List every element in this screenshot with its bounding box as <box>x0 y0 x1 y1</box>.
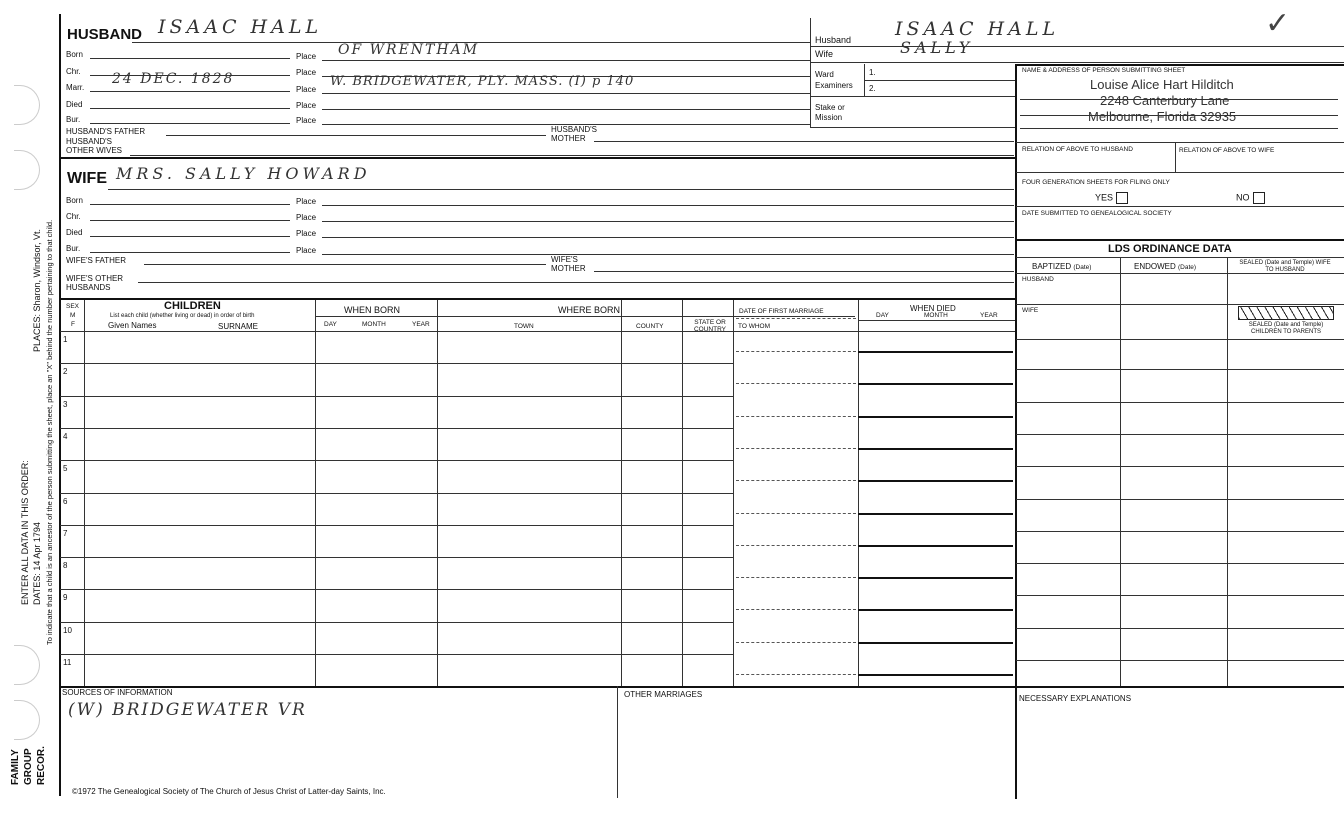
husband-father-line <box>166 135 546 136</box>
husband-born-label: Born <box>66 50 83 59</box>
marriage-dash <box>736 577 856 578</box>
lds-col-2 <box>1227 257 1228 687</box>
children-note: List each child (whether living or dead) in order of birth <box>110 313 255 319</box>
given-names-header: Given Names <box>108 321 157 330</box>
relation-top <box>1016 142 1344 143</box>
died-line <box>858 674 1013 676</box>
no-box[interactable] <box>1253 192 1265 204</box>
husband-bur-label: Bur. <box>66 115 81 124</box>
husband-chr-place-label: Place <box>296 68 317 77</box>
lds-row-line <box>1016 563 1344 564</box>
child-row-number: 6 <box>63 496 68 506</box>
binder-hole-mid <box>14 150 40 190</box>
lds-row-line <box>1016 531 1344 532</box>
yes-box[interactable] <box>1116 192 1128 204</box>
submitter-top <box>1016 64 1344 66</box>
marriage-dash <box>736 545 856 546</box>
county-header: COUNTY <box>636 323 664 330</box>
husband-died-label: Died <box>66 100 83 109</box>
side-dates: DATES: 14 Apr 1794 <box>32 522 42 605</box>
examiner-2: 2. <box>869 84 876 93</box>
date-submitted-label: DATE SUBMITTED TO GENEALOGICAL SOCIETY <box>1022 210 1172 217</box>
child-row-number: 7 <box>63 528 68 538</box>
husband-born-place-label: Place <box>296 52 317 61</box>
examiner-1: 1. <box>869 68 876 77</box>
wife-name-line <box>108 189 1014 190</box>
examiner-line-1 <box>864 80 1015 81</box>
no-checkbox[interactable] <box>1236 192 1265 204</box>
wife-born-label: Born <box>66 196 83 205</box>
first-marriage-header: DATE OF FIRST MARRIAGE <box>739 308 824 315</box>
binder-hole-top <box>14 85 40 125</box>
marriage-dash <box>736 416 856 417</box>
lds-row-line <box>1016 499 1344 500</box>
lds-row-line <box>1016 369 1344 370</box>
when-born-header: WHEN BORN <box>344 305 400 315</box>
husband-died-line <box>90 108 290 109</box>
form-title-2: GROUP <box>23 748 34 785</box>
explanations-label: NECESSARY EXPLANATIONS <box>1019 694 1132 703</box>
husband-born-place[interactable]: OF WRENTHAM <box>338 42 480 58</box>
wife-bur-line <box>90 252 290 253</box>
child-row-number: 3 <box>63 399 68 409</box>
rel-wife-label: RELATION OF ABOVE TO WIFE <box>1179 147 1275 154</box>
lds-baptized <box>1032 262 1091 271</box>
lds-title: LDS ORDINANCE DATA <box>1108 243 1232 255</box>
marriage-dash <box>736 642 856 643</box>
husband-mother-line <box>594 141 1014 142</box>
born-year: YEAR <box>412 321 430 328</box>
examiner-line-2 <box>810 96 1015 97</box>
wife-bur-place-line <box>322 254 1014 255</box>
table-row-line <box>60 460 733 461</box>
wife-other-husbands-label: WIFE'S OTHER HUSBANDS <box>66 274 124 292</box>
lds-wife-label: WIFE <box>1022 307 1039 314</box>
lds-husband-label: HUSBAND <box>1022 276 1054 283</box>
husband-name[interactable]: ISAAC HALL <box>158 16 323 38</box>
four-gen-bottom <box>1016 206 1344 207</box>
died-month: MONTH <box>924 312 948 319</box>
side-places: PLACES: Sharon, Windsor, Vt. <box>32 228 42 352</box>
born-day: DAY <box>324 321 337 328</box>
lds-col-1 <box>1120 257 1121 687</box>
marriage-dash <box>736 383 856 384</box>
baptized-label: BAPTIZED <box>1032 262 1072 271</box>
relation-divider <box>1175 142 1176 172</box>
husband-marr-label: Marr. <box>66 83 85 92</box>
marriage-dash <box>736 513 856 514</box>
husband-marr-line <box>90 91 290 92</box>
died-line <box>858 448 1013 450</box>
main-left-border <box>59 14 61 796</box>
wife-died-place-label: Place <box>296 229 317 238</box>
died-line <box>858 383 1013 385</box>
submitter-label: NAME & ADDRESS OF PERSON SUBMITTING SHEET <box>1022 67 1186 74</box>
sex-m: M <box>70 312 76 319</box>
lds-row-line <box>1016 466 1344 467</box>
marriage-dash <box>736 448 856 449</box>
state-header: STATE OR COUNTRY <box>693 319 727 333</box>
side-enter-all: ENTER ALL DATA IN THIS ORDER: <box>20 460 30 605</box>
husband-other-wives-line <box>130 155 1014 156</box>
husband-born-line <box>90 58 290 59</box>
wife-born-line <box>90 204 290 205</box>
wife-born-place-line <box>322 205 1014 206</box>
stake-label: Stake or Mission <box>815 103 845 122</box>
other-marriages-label: OTHER MARRIAGES <box>624 690 703 699</box>
died-line <box>858 642 1013 644</box>
table-row-line <box>60 589 733 590</box>
section-divider-1 <box>60 157 1015 159</box>
wife-label: WIFE <box>67 170 107 187</box>
when-died-header: WHEN DIED <box>910 304 956 313</box>
died-line <box>858 609 1013 611</box>
marriage-dash <box>736 609 856 610</box>
header-divider <box>810 18 811 128</box>
husband-marr-place-label: Place <box>296 85 317 94</box>
wife-chr-place-label: Place <box>296 213 317 222</box>
husband-label: HUSBAND <box>67 26 142 43</box>
sex-label: SEX <box>66 303 80 310</box>
lds-wife-bottom <box>1016 339 1344 340</box>
stake-line <box>810 127 1015 128</box>
surname-header: SURNAME <box>218 322 259 331</box>
form-title-1: FAMILY <box>10 749 21 785</box>
husband-bur-place-label: Place <box>296 116 317 125</box>
child-row-number: 4 <box>63 431 68 441</box>
footer-divider-1 <box>617 686 618 798</box>
sealed-wife-label: SEALED (Date and Temple) WIFE TO HUSBAND <box>1239 260 1331 273</box>
died-day: DAY <box>876 312 889 319</box>
table-row-line <box>60 428 733 429</box>
marriage-dash <box>736 480 856 481</box>
rh-wife-line <box>810 62 1344 63</box>
lds-title-bottom <box>1016 257 1344 258</box>
lds-top <box>1016 239 1344 241</box>
form-title-3: RECOR. <box>36 746 47 785</box>
child-row-number: 9 <box>63 593 68 603</box>
died-line <box>858 545 1013 547</box>
submitter-rule-1 <box>1020 99 1338 100</box>
child-row-number: 8 <box>63 561 68 571</box>
husband-chr-label: Chr. <box>66 67 81 76</box>
submitter-line-1: Louise Alice Hart Hilditch <box>1090 77 1234 92</box>
marriage-dash <box>736 351 856 352</box>
table-row-line <box>60 525 733 526</box>
baptized-date: (Date) <box>1073 264 1092 271</box>
submitter-line-3: Melbourne, Florida 32935 <box>1088 109 1237 124</box>
sources-label: SOURCES OF INFORMATION <box>62 688 173 697</box>
submitter-rule-2 <box>1020 115 1338 116</box>
husband-marr-place-line <box>322 93 810 94</box>
died-line <box>858 416 1013 418</box>
marriage-dash <box>736 674 856 675</box>
died-line <box>858 480 1013 482</box>
husband-died-place-label: Place <box>296 101 317 110</box>
sealed-children-label: SEALED (Date and Temple) CHILDREN TO PARENTS <box>1248 322 1324 335</box>
yes-label: YES <box>1095 192 1114 203</box>
binder-hole-bottom <box>14 645 40 685</box>
husband-father-label: HUSBAND'S FATHER <box>66 127 146 136</box>
when-born-underline <box>315 316 855 317</box>
wife-bur-label: Bur. <box>66 244 81 253</box>
husband-mother-label: HUSBAND'S MOTHER <box>551 125 597 143</box>
lds-row-line <box>1016 434 1344 435</box>
husband-born-place-line <box>322 60 810 61</box>
child-row-number: 11 <box>63 658 72 667</box>
lds-row-line <box>1016 660 1344 661</box>
wife-mother-label: WIFE'S MOTHER <box>551 255 586 273</box>
children-title: CHILDREN <box>164 300 221 312</box>
table-row-line <box>60 654 733 655</box>
rh-husband-label: Husband <box>815 35 852 45</box>
born-month: MONTH <box>362 321 386 328</box>
table-header-bottom <box>60 331 1015 332</box>
table-col-6 <box>858 300 859 686</box>
to-whom-header: TO WHOM <box>738 323 771 330</box>
child-row-number: 1 <box>63 335 68 344</box>
wife-chr-place-line <box>322 221 1014 222</box>
wife-father-line <box>144 264 546 265</box>
relation-bottom <box>1016 172 1344 173</box>
wife-died-label: Died <box>66 228 83 237</box>
husband-died-place-line <box>322 109 810 110</box>
marriage-dash-header <box>736 318 856 319</box>
endowed-date: (Date) <box>1178 264 1197 271</box>
died-year: YEAR <box>980 312 998 319</box>
table-col-5 <box>733 300 734 686</box>
table-row-line <box>60 493 733 494</box>
sex-f: F <box>71 321 75 328</box>
husband-marr-place[interactable]: W. BRIDGEWATER, PLY. MASS. (I) p 140 <box>330 74 635 89</box>
rh-wife-label: Wife <box>815 49 833 59</box>
table-row-line <box>60 396 733 397</box>
submitter-line-2: 2248 Canterbury Lane <box>1100 93 1230 108</box>
side-indicate-note: To indicate that a child is an ancestor of the person submitting the sheet, place an "X" behind the number pertaining to that child. <box>45 219 54 645</box>
ward-label: Ward <box>815 70 834 79</box>
town-header: TOWN <box>514 323 534 330</box>
child-row-number: 2 <box>63 367 68 377</box>
child-row-number: 10 <box>63 625 72 635</box>
submitter-rule-3 <box>1020 128 1338 129</box>
wife-other-husbands-line <box>138 282 1014 283</box>
no-label: NO <box>1236 192 1250 203</box>
died-line <box>858 513 1013 515</box>
died-line <box>858 351 1013 353</box>
lds-header-bottom <box>1016 273 1344 274</box>
wife-name[interactable]: MRS. SALLY HOWARD <box>116 164 371 183</box>
husband-bur-line <box>90 123 290 124</box>
husband-marr-date[interactable]: 24 DEC. 1828 <box>112 71 235 87</box>
rh-wife-name[interactable]: SALLY <box>900 38 974 57</box>
endowed-label: ENDOWED <box>1134 262 1176 271</box>
lds-endowed <box>1134 262 1196 271</box>
husband-other-wives-label: HUSBAND'S OTHER WIVES <box>66 137 123 155</box>
wife-bur-place-label: Place <box>296 246 317 255</box>
died-line <box>858 577 1013 579</box>
rh-husband-name[interactable]: ISAAC HALL <box>895 18 1060 40</box>
where-born-header: WHERE BORN <box>558 305 621 315</box>
wife-died-place-line <box>322 237 1014 238</box>
lds-husband-bottom <box>1016 304 1344 305</box>
wife-born-place-label: Place <box>296 197 317 206</box>
wife-mother-line <box>594 271 1014 272</box>
four-gen-label: FOUR GENERATION SHEETS FOR FILING ONLY <box>1022 179 1170 186</box>
when-died-underline <box>858 320 1015 321</box>
lds-row-line <box>1016 402 1344 403</box>
rel-husband-label: RELATION OF ABOVE TO HUSBAND <box>1022 146 1133 153</box>
yes-checkbox[interactable] <box>1095 192 1128 204</box>
rh-husband-line <box>810 46 1344 47</box>
hatched-box <box>1238 306 1334 320</box>
footer-top <box>60 686 1344 688</box>
binder-hole-low <box>14 700 40 740</box>
checkmark-icon: ✓ <box>1265 7 1291 40</box>
wife-chr-label: Chr. <box>66 212 81 221</box>
child-row-number: 5 <box>63 464 68 474</box>
wife-chr-line <box>90 220 290 221</box>
copyright: ©1972 The Genealogical Society of The Church of Jesus Christ of Latter-day Saints, Inc. <box>72 787 386 796</box>
wife-father-label: WIFE'S FATHER <box>66 256 127 265</box>
lds-row-line <box>1016 628 1344 629</box>
wife-died-line <box>90 236 290 237</box>
table-row-line <box>60 557 733 558</box>
sources-value[interactable]: (W) BRIDGEWATER VR <box>68 700 307 720</box>
table-row-line <box>60 622 733 623</box>
table-row-line <box>60 363 733 364</box>
lds-row-line <box>1016 595 1344 596</box>
examiners-label: Examiners <box>815 81 853 90</box>
center-divider <box>1015 64 1017 799</box>
